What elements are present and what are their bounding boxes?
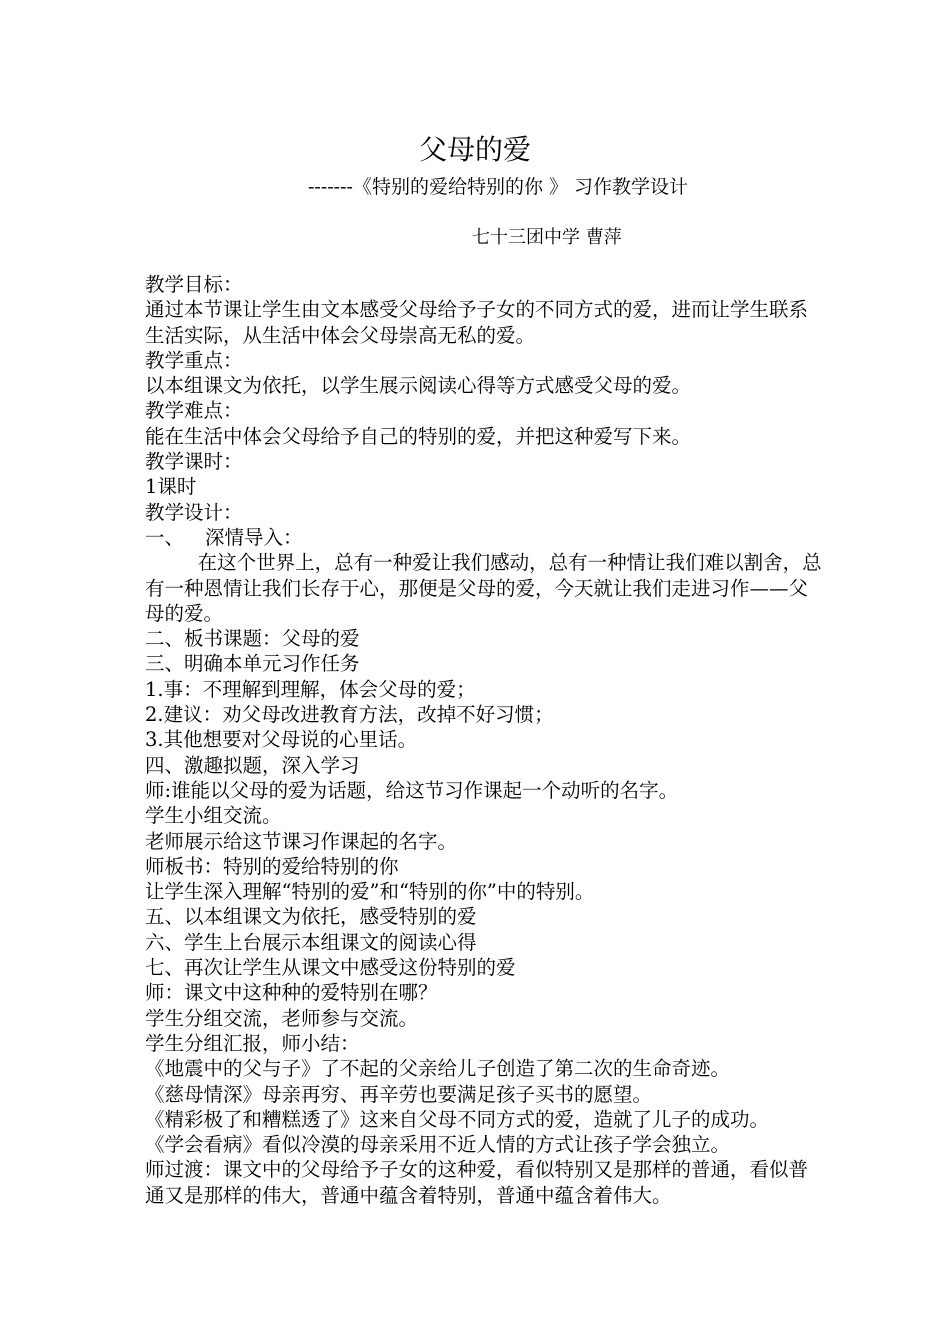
paragraph-hours: 1课时 bbox=[145, 475, 197, 499]
task-item-1: 1.事：不理解到理解，体会父母的爱； bbox=[145, 677, 476, 701]
step-one-label: 深情导入： bbox=[205, 525, 303, 549]
section-heading-design: 教学设计： bbox=[145, 500, 243, 524]
teacher-show-title: 老师展示给这节课习作课起的名字。 bbox=[145, 829, 458, 853]
step-five: 五、以本组课文为依托，感受特别的爱 bbox=[145, 905, 477, 929]
paragraph-difficulty: 能在生活中体会父母给予自己的特别的爱，并把这种爱写下来。 bbox=[145, 424, 692, 448]
document-author: 七十三团中学 曹萍 bbox=[472, 227, 622, 248]
section-heading-focus: 教学重点： bbox=[145, 348, 243, 372]
step-one-number: 一、 bbox=[145, 525, 185, 549]
section-heading-difficulty: 教学难点： bbox=[145, 399, 243, 423]
paragraph-intro: 在这个世界上，总有一种爱让我们感动，总有一种情让我们难以割舍，总有一种恩情让我们长存于心，那便是父母的爱，今天就让我们走进习作——父母的爱。 bbox=[145, 551, 822, 625]
paragraph-focus: 以本组课文为依托，以学生展示阅读心得等方式感受父母的爱。 bbox=[145, 374, 692, 398]
summary-mother: 《慈母情深》母亲再穷、再辛劳也要满足孩子买书的愿望。 bbox=[145, 1082, 653, 1106]
task-item-3: 3.其他想要对父母说的心里话。 bbox=[145, 728, 418, 752]
summary-wonderful: 《精彩极了和糟糕透了》这来自父母不同方式的爱，造就了儿子的成功。 bbox=[145, 1107, 770, 1131]
summary-doctor: 《学会看病》看似冷漠的母亲采用不近人情的方式让孩子学会独立。 bbox=[145, 1133, 731, 1157]
board-writing: 师板书：特别的爱给特别的你 bbox=[145, 854, 399, 878]
step-one-heading bbox=[145, 525, 825, 550]
teacher-question-special: 师：课文中这种种的爱特别在哪？ bbox=[145, 981, 438, 1005]
step-three: 三、明确本单元习作任务 bbox=[145, 652, 360, 676]
step-six: 六、学生上台展示本组课文的阅读心得 bbox=[145, 930, 477, 954]
section-heading-hours: 教学课时： bbox=[145, 450, 243, 474]
document-subtitle: -------《特别的爱给特别的你 》 习作教学设计 bbox=[308, 176, 689, 198]
group-report: 学生分组汇报，师小结： bbox=[145, 1031, 360, 1055]
step-two: 二、板书课题：父母的爱 bbox=[145, 627, 360, 651]
group-exchange: 学生分组交流，老师参与交流。 bbox=[145, 1006, 419, 1030]
understanding-line: 让学生深入理解“特别的爱”和“特别的你”中的特别。 bbox=[145, 880, 595, 904]
document-body bbox=[145, 272, 825, 1208]
group-discussion: 学生小组交流。 bbox=[145, 804, 282, 828]
task-item-2: 2.建议：劝父母改进教育方法，改掉不好习惯； bbox=[145, 703, 554, 727]
step-four: 四、激趣拟题，深入学习 bbox=[145, 753, 360, 777]
document-title: 父母的爱 bbox=[418, 133, 531, 166]
paragraph-goals: 通过本节课让学生由文本感受父母给予子女的不同方式的爱，进而让学生联系生活实际，从生活中体会父母崇高无私的爱。 bbox=[145, 298, 809, 347]
step-seven: 七、再次让学生从课文中感受这份特别的爱 bbox=[145, 956, 516, 980]
section-heading-goals: 教学目标： bbox=[145, 273, 243, 296]
teacher-question-title: 师:谁能以父母的爱为话题，给这节习作课起一个动听的名字。 bbox=[145, 778, 679, 802]
teacher-transition: 师过渡：课文中的父母给予子女的这种爱，看似特别又是那样的普通，看似普通又是那样的伟大，普通中蕴含着特别，普通中蕴含着伟大。 bbox=[145, 1158, 809, 1207]
summary-earthquake: 《地震中的父与子》了不起的父亲给儿子创造了第二次的生命奇迹。 bbox=[145, 1057, 731, 1081]
